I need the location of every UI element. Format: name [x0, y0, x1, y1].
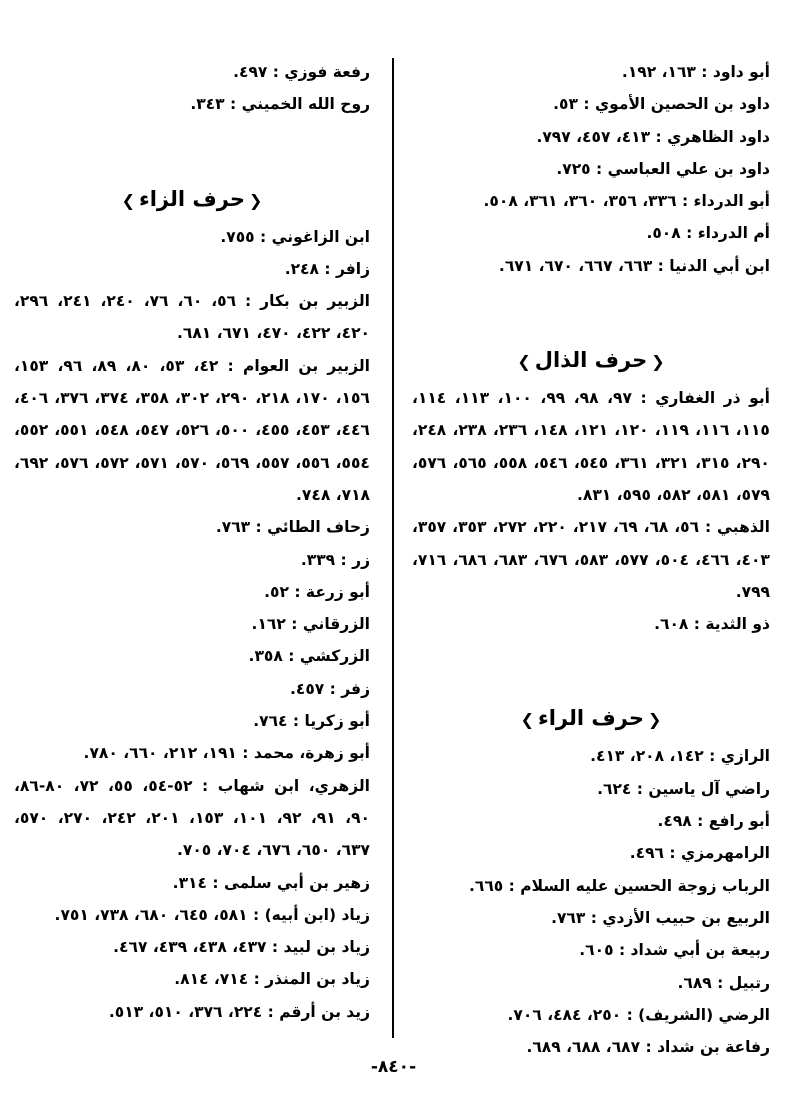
index-entry: ابن الزاغوني : ٧٥٥.: [220, 227, 370, 246]
index-entry: زفر : ٤٥٧.: [290, 679, 370, 698]
index-entry: داود بن الحصين الأموي : ٥٣.: [553, 95, 770, 114]
section-heading-ra: [412, 700, 770, 738]
index-entry: أبو داود : ١٦٣، ١٩٢.: [621, 63, 770, 81]
index-entry: الرامهرمزي : ٤٩٦.: [629, 844, 770, 863]
index-entry: الزبير بن العوام : ٤٢، ٥٣، ٨٠، ٨٩، ٩٦، ١٥٣، ١٥٦، ١٧٠، ٢١٨، ٢٩٠، ٣٠٢، ٣٥٨، ٣٧٤، ٣٧٦، ٤٠٦، ٤٤٦، ٤٥٣، ٤٥٥، ٥٠٠، ٥٢٦، ٥٤٧، ٥٤٨، ٥٥١، ٥٥٢، ٥٥٤، ٥٥٦، ٥٥٧، ٥٦٩، ٥٧٠، ٥٧١، ٥٧٢، ٥٧٦، ٦٩٢، ٧١٨، ٧٤٨.: [14, 356, 370, 504]
index-entry: زر : ٣٣٩.: [300, 550, 370, 569]
index-entry: رفاعة بن شداد : ٦٨٧، ٦٨٨، ٦٨٩.: [526, 1038, 770, 1057]
ornament-icon: ❮: [248, 190, 263, 210]
index-entry: راضي آل ياسين : ٦٢٤.: [597, 779, 770, 798]
index-entry: زياد بن المنذر : ٧١٤، ٨١٤.: [174, 970, 370, 989]
right-column: [412, 56, 770, 1063]
index-entry: روح الله الخميني : ٣٤٣.: [190, 95, 370, 114]
index-entry: رفعة فوزي : ٤٩٧.: [233, 63, 370, 81]
column-divider: [392, 58, 394, 1038]
heading-text: حرف الذال: [534, 348, 648, 373]
index-entry: أبو رافع : ٤٩٨.: [657, 812, 770, 831]
index-entry: أبو الدرداء : ٣٣٦، ٣٥٦، ٣٦٠، ٣٦١، ٥٠٨.: [483, 192, 770, 211]
index-entry: الربيع بن حبيب الأزدي : ٧٦٣.: [551, 908, 770, 927]
index-entry: ربيعة بن أبي شداد : ٦٠٥.: [579, 941, 770, 960]
heading-text: حرف الزاء: [139, 186, 245, 211]
index-entry: زافر : ٢٤٨.: [284, 259, 370, 278]
page-number: -٨٤٠-: [370, 1057, 417, 1077]
ornament-icon: ❯: [517, 352, 531, 372]
index-entry: أبو زهرة، محمد : ١٩١، ٢١٢، ٦٦٠، ٧٨٠.: [83, 744, 370, 763]
index-entry: الرازي : ١٤٢، ٢٠٨، ٤١٣.: [590, 747, 770, 766]
index-entry: الرباب زوجة الحسين عليه السلام : ٦٦٥.: [468, 876, 770, 895]
ornament-icon: ❮: [647, 710, 662, 730]
index-entry: داود بن علي العباسي : ٧٢٥.: [556, 159, 770, 178]
index-entry: زحاف الطائي : ٧٦٣.: [215, 518, 370, 537]
index-entry: ذو الثدية : ٦٠٨.: [654, 615, 770, 634]
heading-text: حرف الراء: [538, 706, 644, 731]
index-entry: الرضي (الشريف) : ٢٥٠، ٤٨٤، ٧٠٦.: [507, 1005, 770, 1024]
index-entry: أبو ذر الغفاري : ٩٧، ٩٨، ٩٩، ١٠٠، ١١٣، ١١٤، ١١٥، ١١٦، ١١٩، ١٢٠، ١٢١، ١٤٨، ٢٣٦، ٢٣٨، ٢٤٨، ٢٩٠، ٣١٥، ٣٢١، ٣٦١، ٥٤٥، ٥٤٦، ٥٥٨، ٥٦٥، ٥٧٦، ٥٧٩، ٥٨١، ٥٨٢، ٥٩٥، ٨٣١.: [412, 389, 770, 504]
left-column: [14, 56, 370, 1028]
index-entry: رتبيل : ٦٨٩.: [677, 973, 770, 992]
index-entry: أبو زكريا : ٧٦٤.: [253, 712, 370, 731]
section-heading-zay: [14, 181, 370, 219]
index-entry: أم الدرداء : ٥٠٨.: [646, 224, 770, 243]
index-entry: الذهبي : ٥٦، ٦٨، ٦٩، ٢١٧، ٢٢٠، ٢٧٢، ٣٥٣، ٣٥٧، ٤٠٣، ٤٦٦، ٥٠٤، ٥٧٧، ٥٨٣، ٦٧٦، ٦٨٣، ٦٨٦، ٧١٦، ٧٩٩.: [412, 518, 770, 601]
index-entry: الزركشي : ٣٥٨.: [248, 647, 370, 666]
section-heading-dhal: [412, 342, 770, 380]
index-entry: زيد بن أرقم : ٢٢٤، ٣٧٦، ٥١٠، ٥١٣.: [108, 1002, 370, 1021]
index-entry: داود الظاهري : ٤١٣، ٤٥٧، ٧٩٧.: [536, 127, 770, 146]
ornament-icon: ❯: [520, 710, 534, 730]
index-entry: الزهري، ابن شهاب : ٥٢-٥٤، ٥٥، ٧٢، ٨٠-٨٦، ٩٠، ٩١، ٩٢، ١٠١، ١٥٣، ٢٠١، ٢٤٢، ٢٧٠، ٥٧٠، ٦٣٧، ٦٥٠، ٦٧٦، ٧٠٤، ٧٠٥.: [14, 776, 370, 860]
index-entry: زياد بن لبيد : ٤٣٧، ٤٣٨، ٤٣٩، ٤٦٧.: [113, 938, 370, 957]
index-entry: أبو زرعة : ٥٢.: [264, 582, 370, 601]
ornament-icon: ❮: [651, 352, 665, 372]
index-entry: الزبير بن بكار : ٥٦، ٦٠، ٧٦، ٢٤٠، ٢٤١، ٢٩٦، ٤٢٠، ٤٢٢، ٤٧٠، ٦٧١، ٦٨١.: [14, 292, 370, 343]
index-entry: زياد (ابن أبيه) : ٥٨١، ٦٤٥، ٦٨٠، ٧٣٨، ٧٥١.: [54, 905, 370, 924]
index-entry: زهير بن أبي سلمى : ٣١٤.: [172, 873, 370, 892]
index-entry: الزرقاني : ١٦٢.: [251, 615, 370, 634]
ornament-icon: ❯: [121, 190, 135, 210]
index-entry: ابن أبي الدنيا : ٦٦٣، ٦٦٧، ٦٧٠، ٦٧١.: [498, 256, 770, 275]
